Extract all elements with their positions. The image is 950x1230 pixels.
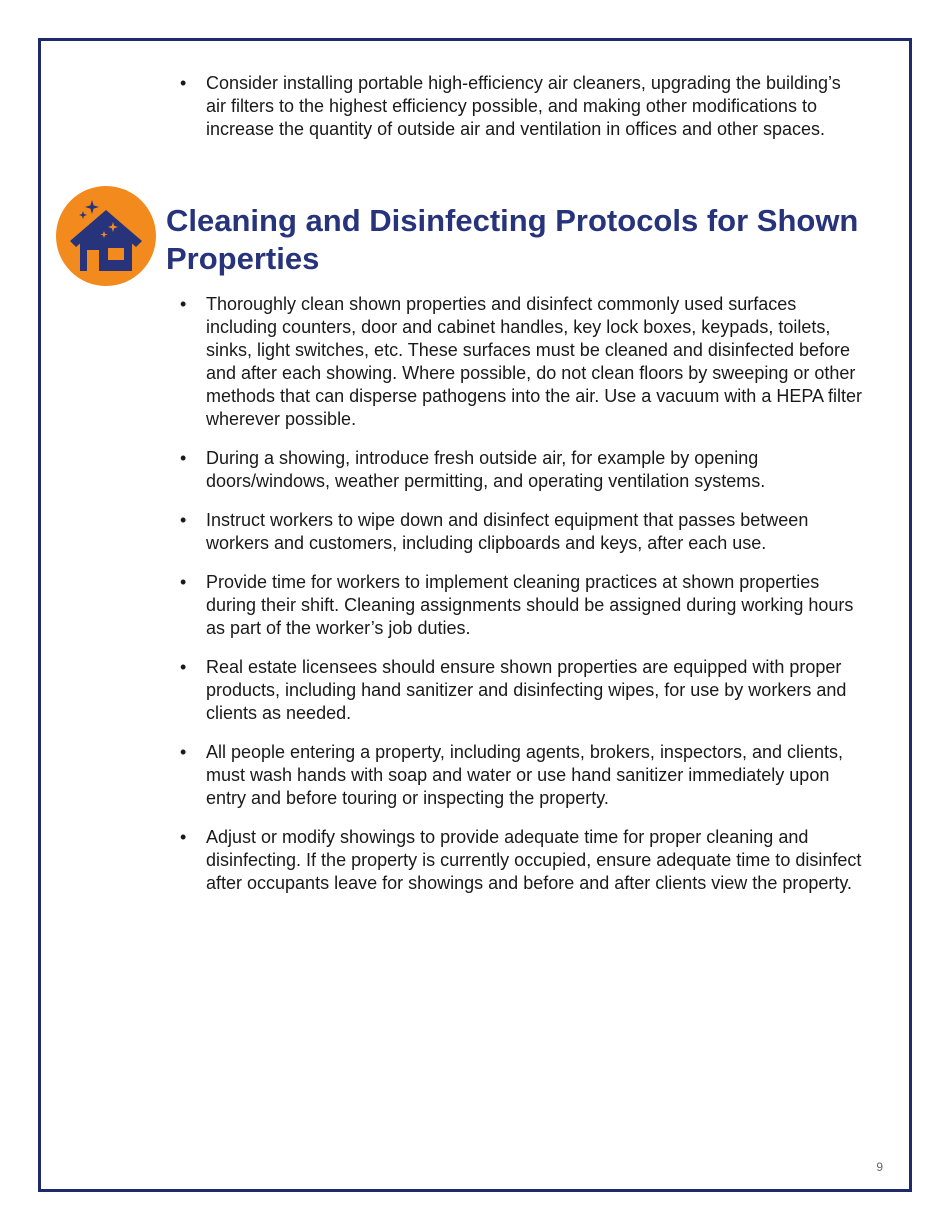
page-number: 9 bbox=[876, 1160, 883, 1174]
section-bullet-list bbox=[174, 293, 864, 911]
section-bullet-3: • Provide time for workers to implement cleaning practices at shown properties during their shift. Cleaning assignments should be assigned during working hours as part of the worker’s job duties. bbox=[174, 571, 864, 640]
section-bullet-5: • All people entering a property, including agents, brokers, inspectors, and clients, must wash hands with soap and water or use hand sanitizer immediately upon entry and before touring or inspecting the property. bbox=[174, 741, 864, 810]
house-sparkle-svg bbox=[56, 186, 156, 286]
house-sparkle-icon bbox=[56, 186, 156, 286]
intro-bullet-list bbox=[174, 72, 864, 157]
section-bullet-0: • Thoroughly clean shown properties and disinfect commonly used surfaces including counters, door and cabinet handles, key lock boxes, keypads, toilets, sinks, light switches, etc. These surfaces must be cleaned and disinfected before and after each showing. Where possible, do not clean floors by sweeping or other methods that can disperse pathogens into the air. Use a vacuum with a HEPA filter wherever possible. bbox=[174, 293, 864, 431]
section-bullet-2: • Instruct workers to wipe down and disinfect equipment that passes between workers and customers, including clipboards and keys, after each use. bbox=[174, 509, 864, 555]
intro-bullet-0: • Consider installing portable high-efficiency air cleaners, upgrading the building’s air filters to the highest efficiency possible, and making other modifications to increase the quantity of outside air and ventilation in offices and other spaces. bbox=[174, 72, 864, 141]
section-bullet-1: • During a showing, introduce fresh outside air, for example by opening doors/windows, weather permitting, and operating ventilation systems. bbox=[174, 447, 864, 493]
section-bullet-6: • Adjust or modify showings to provide adequate time for proper cleaning and disinfecting. If the property is currently occupied, ensure adequate time to disinfect after occupants leave for showings and before and after clients view the property. bbox=[174, 826, 864, 895]
section-bullet-4: • Real estate licensees should ensure shown properties are equipped with proper products, including hand sanitizer and disinfecting wipes, for use by workers and clients as needed. bbox=[174, 656, 864, 725]
section-heading: Cleaning and Disinfecting Protocols for Shown Properties bbox=[166, 203, 859, 276]
